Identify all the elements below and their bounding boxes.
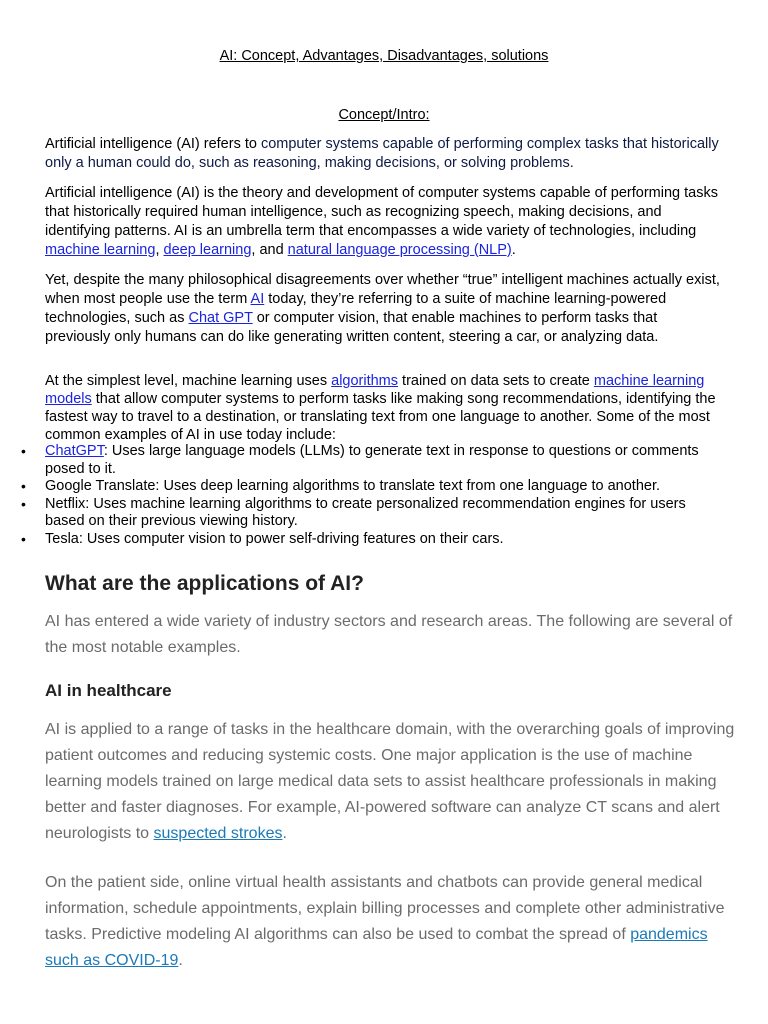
list-item-tesla [0, 531, 768, 549]
section-title-concept: Concept/Intro: [338, 107, 430, 123]
chatgpt-link[interactable]: ChatGPT [45, 443, 104, 459]
pandemics-covid-link[interactable]: pandemics such as COVID-19 [45, 926, 708, 969]
p4-text-b: trained on data sets to create [398, 373, 594, 389]
chat-gpt-link[interactable]: Chat GPT [188, 310, 253, 326]
tesla-text: Tesla: Uses computer vision to power self-driving features on their cars. [45, 530, 504, 547]
bullet-icon: • [21, 443, 26, 459]
examples-list [0, 443, 768, 548]
suspected-strokes-link[interactable]: suspected strokes [153, 825, 283, 842]
nlp-link[interactable]: natural language processing (NLP) [287, 242, 512, 258]
deep-learning-link[interactable]: deep learning [163, 242, 252, 258]
hc1-end: . [282, 825, 287, 842]
hc2-end: . [178, 952, 183, 969]
paragraph-definition-1 [45, 135, 725, 173]
applications-intro: AI has entered a wide variety of industry sectors and research areas. The following are several of the most notable examples. [45, 613, 733, 656]
list-item-chatgpt [0, 443, 768, 478]
paragraph-definition-2 [45, 184, 725, 260]
healthcare-heading: AI in healthcare [45, 681, 172, 700]
p3-text-b: today, they’re referring to a suite of machine learning-powered technologies, such as [45, 291, 667, 326]
machine-learning-models-link[interactable]: machine learning models [45, 373, 705, 407]
list-item-netflix [0, 496, 768, 531]
bullet-icon: • [21, 530, 26, 547]
chatgpt-text: : Uses large language models (LLMs) to generate text in response to questions or comments posed to it. [45, 443, 699, 477]
p4-text-a: At the simplest level, machine learning uses [45, 373, 332, 389]
healthcare-paragraph-2 [45, 870, 735, 974]
p1-text-a: Artificial intelligence (AI) refers to [45, 136, 261, 152]
netflix-text: Netflix: Uses machine learning algorithms to create personalized recommendation engines for users based on their previous viewing history. [45, 495, 686, 529]
p2-end: . [511, 242, 516, 258]
bullet-icon: • [21, 478, 26, 494]
paragraph-philosophy [45, 271, 725, 347]
p3-text-a: Yet, despite the many philosophical disagreements over whether “true” intelligent machines actually exist, when most people use the term [45, 272, 720, 307]
algorithms-link[interactable]: algorithms [331, 373, 399, 389]
applications-heading: What are the applications of AI? [45, 572, 364, 595]
p1-text-b: computer systems capable of performing complex tasks that historically only a human could do, such as reasoning, making decisions, or solving problems. [45, 136, 719, 171]
ai-link[interactable]: AI [250, 291, 265, 307]
hc1-text: AI is applied to a range of tasks in the healthcare domain, with the overarching goals of improving patient outcomes and reducing systemic costs. One major application is the use of machine learning models trained on large medical data sets to assist healthcare professionals in making better and faster diagnoses. For example, AI-powered software can analyze CT scans and alert neurologists to [45, 721, 735, 842]
list-item-google-translate [0, 478, 768, 496]
p2-sep-2: , and [251, 242, 288, 258]
healthcare-paragraph-1 [45, 717, 735, 847]
p2-sep-1: , [155, 242, 164, 258]
machine-learning-link[interactable]: machine learning [45, 242, 156, 258]
document-title: AI: Concept, Advantages, Disadvantages, solutions [219, 48, 549, 64]
google-translate-text: Google Translate: Uses deep learning algorithms to translate text from one language to another. [45, 478, 661, 494]
paragraph-machine-learning [45, 372, 725, 444]
bullet-icon: • [21, 495, 26, 512]
p3-text-c: or computer vision, that enable machines to perform tasks that previously only humans can do like generating written content, steering a car, or analyzing data. [45, 310, 659, 345]
p2-text: Artificial intelligence (AI) is the theory and development of computer systems capable of performing tasks that historically required human intelligence, such as recognizing speech, making decisions, and identifying patterns. AI is an umbrella term that encompasses a wide variety of technologies, including [45, 185, 718, 239]
p4-text-c: that allow computer systems to perform tasks like making song recommendations, identifying the fastest way to travel to a destination, or translating text from one language to another. Some of the most common examples of AI in use today include: [45, 391, 716, 443]
hc2-text: On the patient side, online virtual health assistants and chatbots can provide general medical information, schedule appointments, explain billing processes and complete other administrative tasks. Predictive modeling AI algorithms can also be used to combat the spread of [45, 874, 725, 943]
